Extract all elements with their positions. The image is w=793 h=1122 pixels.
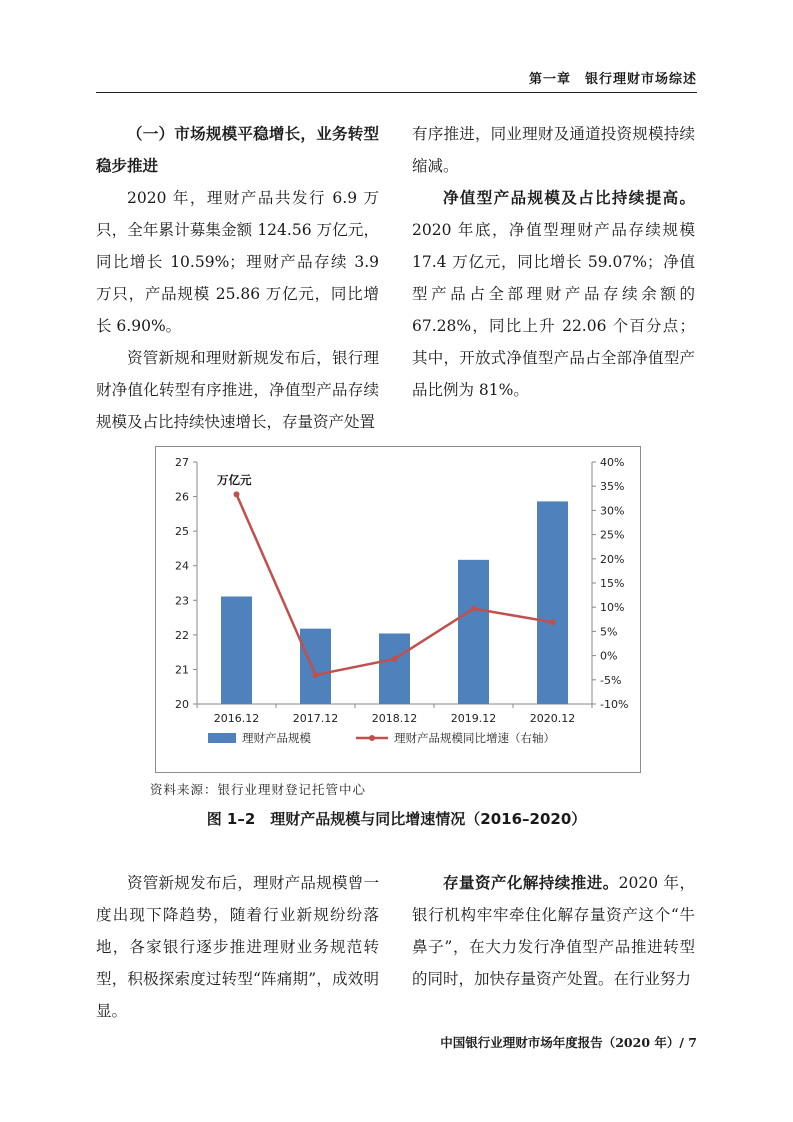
paragraph-decline-recovery: 资管新规发布后，理财产品规模曾一度出现下降趋势，随着行业新规纷纷落地，各家银行逐步推进理财业务规范转型，积极探索度过转型“阵痛期”，成效明显。 [96, 874, 379, 1020]
legend-label-bar: 理财产品规模 [242, 731, 311, 745]
scale-growth-chart [156, 447, 640, 772]
right-tick-label: 5% [600, 625, 618, 639]
paragraph-market-size: 2020 年，理财产品共发行 6.9 万只，全年累计募集金额 124.56 万亿元，同比增长 10.59%；理财产品存续 3.9 万只，产品规模 25.86 万亿元，同比增长 6.90%。 [96, 189, 379, 335]
page-footer: 中国银行业理财市场年度报告（2020 年）/ 7 [440, 1035, 697, 1050]
legacy-assets-body: 2020 年，银行机构牢牢牵住化解存量资产这个“牛鼻子”，在大力发行净值型产品推进转型的同时，加快存量资产处置。在行业努力 [412, 874, 695, 988]
net-value-lead: 净值型产品规模及占比持续提高。 [443, 188, 695, 207]
x-tick-label: 2018.12 [371, 712, 418, 725]
point-growth-rate [550, 619, 556, 625]
right-tick-label: 35% [600, 480, 625, 494]
right-tick-label: -5% [600, 673, 622, 687]
paragraph-legacy-assets [412, 867, 695, 995]
left-tick-label: 24 [175, 559, 189, 573]
left-tick-label: 21 [175, 663, 189, 677]
net-value-body: 2020 年底，净值型理财产品存续规模 17.4 万亿元，同比增长 59.07%；净值型产品占全部理财产品存续余额的 67.28%，同比上升 22.06 个百分点；其中，开放式净值型产品占全部净值型产品比例为 81%。 [412, 221, 695, 399]
bar-scale [537, 501, 568, 704]
point-growth-rate [392, 656, 398, 662]
paragraph-net-value [412, 182, 695, 406]
right-column-top [412, 118, 695, 406]
header-divider [96, 92, 697, 93]
right-tick-label: -10% [600, 698, 629, 711]
left-tick-label: 23 [175, 594, 189, 608]
point-growth-rate [234, 491, 240, 497]
bar-scale [300, 629, 331, 704]
right-tick-label: 15% [600, 577, 625, 590]
paragraph-transition: 资管新规和理财新规发布后，银行理财净值化转型有序推进，净值型产品存续规模及占比持续快速增长，存量资产处置 [96, 349, 379, 431]
legacy-assets-lead: 存量资产化解持续推进。 [443, 873, 619, 892]
right-tick-label: 30% [600, 504, 625, 518]
x-tick-label: 2016.12 [213, 712, 260, 725]
left-tick-label: 25 [175, 525, 189, 539]
x-tick-label: 2019.12 [450, 712, 497, 725]
right-tick-label: 25% [600, 528, 625, 542]
bar-scale [458, 560, 489, 704]
bar-scale [221, 596, 252, 704]
left-tick-label: 22 [175, 628, 189, 642]
left-tick-label: 26 [175, 490, 189, 504]
point-growth-rate [313, 672, 319, 678]
figure-caption: 图 1–2 理财产品规模与同比增速情况（2016–2020） [206, 810, 587, 828]
left-tick-label: 27 [175, 456, 189, 469]
left-tick-label: 20 [175, 698, 189, 711]
left-column-top [96, 118, 379, 438]
right-column-bottom [412, 867, 695, 995]
right-tick-label: 10% [600, 601, 625, 615]
chart-frame [155, 446, 641, 773]
right-tick-label: 20% [600, 552, 625, 566]
right-tick-label: 40% [600, 456, 625, 469]
legend-swatch-bar [208, 733, 236, 743]
bar-scale [379, 633, 410, 704]
point-growth-rate [471, 606, 477, 612]
running-header: 第一章 银行理财市场综述 [528, 72, 697, 87]
legend-swatch-marker [369, 735, 375, 741]
x-tick-label: 2017.12 [292, 712, 339, 725]
legend-label-line: 理财产品规模同比增速（右轴） [394, 731, 555, 745]
left-column-bottom [96, 867, 379, 1027]
x-tick-label: 2020.12 [529, 712, 576, 725]
paragraph-continuation: 有序推进，同业理财及通道投资规模持续缩减。 [412, 125, 695, 175]
left-axis-unit-label: 万亿元 [217, 473, 252, 487]
figure-source: 资料来源：银行业理财登记托管中心 [150, 782, 367, 797]
right-tick-label: 0% [600, 649, 618, 663]
section-heading: （一）市场规模平稳增长，业务转型稳步推进 [96, 124, 379, 175]
